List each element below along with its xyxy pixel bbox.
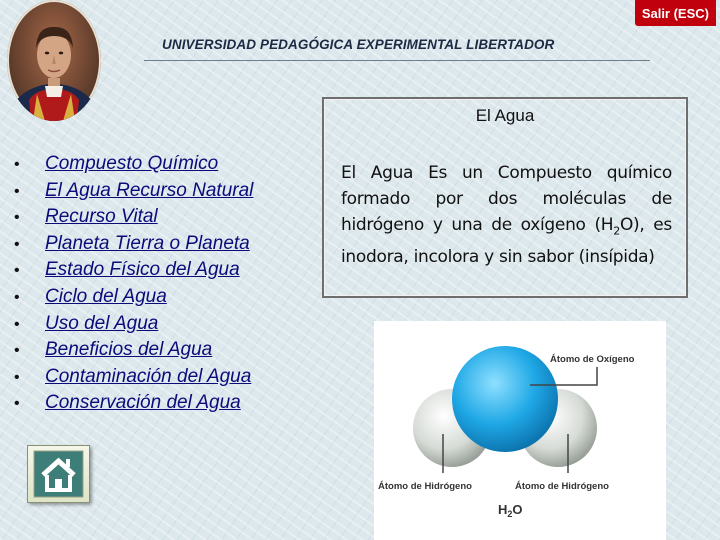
topic-description (341, 160, 672, 270)
menu-item (14, 233, 253, 260)
menu-link-recurso-vital[interactable]: Recurso Vital (45, 206, 158, 228)
oxygen-atom (452, 346, 558, 452)
menu-item (14, 366, 253, 393)
topic-text-subscript: 2 (613, 224, 620, 238)
menu-item (14, 313, 253, 340)
portrait-image (7, 0, 101, 121)
hydrogen-right-label: Átomo de Hidrógeno (515, 481, 609, 492)
menu-link-beneficios[interactable]: Beneficios del Agua (45, 339, 213, 361)
water-molecule-diagram (374, 321, 666, 540)
institution-title: UNIVERSIDAD PEDAGÓGICA EXPERIMENTAL LIBERTADOR (162, 37, 555, 52)
menu-item (14, 339, 253, 366)
oxygen-label: Átomo de Oxígeno (550, 354, 635, 365)
menu-link-conservacion[interactable]: Conservación del Agua (45, 392, 241, 414)
bullet: • (14, 209, 20, 227)
menu-link-estado-fisico[interactable]: Estado Físico del Agua (45, 259, 240, 281)
menu-item (14, 259, 253, 286)
menu-item (14, 206, 253, 233)
menu-item (14, 153, 253, 180)
bullet: • (14, 395, 20, 413)
topic-panel (322, 97, 688, 298)
bullet: • (14, 235, 20, 253)
menu-link-recurso-natural[interactable]: El Agua Recurso Natural (45, 179, 254, 201)
bullet: • (14, 156, 20, 173)
menu-link-compuesto-quimico[interactable]: Compuesto Químico (45, 153, 219, 174)
menu-item (14, 286, 253, 313)
topic-menu (14, 153, 253, 419)
bullet: • (14, 315, 20, 333)
menu-link-ciclo[interactable]: Ciclo del Agua (45, 285, 167, 307)
home-icon (28, 446, 89, 502)
bullet: • (14, 342, 20, 360)
molecule-formula: H2O (498, 502, 523, 519)
topic-text-end: O), es inodora, incolora y sin sabor (insípida) (341, 215, 672, 268)
bullet: • (14, 368, 20, 386)
menu-item (14, 180, 253, 207)
topic-text-start: El Agua Es un Compuesto químico formado por dos moléculas de hidrógeno y una de oxígeno (H (341, 163, 672, 235)
bullet: • (14, 262, 20, 280)
exit-button[interactable]: Salir (ESC) (635, 0, 716, 26)
menu-link-contaminacion[interactable]: Contaminación del Agua (45, 365, 252, 387)
menu-item (14, 392, 253, 419)
menu-link-uso[interactable]: Uso del Agua (45, 312, 159, 334)
home-button[interactable] (27, 445, 90, 503)
title-divider (144, 60, 650, 61)
hydrogen-left-label: Átomo de Hidrógeno (378, 481, 472, 492)
bullet: • (14, 288, 20, 306)
bullet: • (14, 182, 20, 200)
topic-title: El Agua (475, 106, 535, 125)
menu-link-planeta-tierra[interactable]: Planeta Tierra o Planeta (45, 232, 250, 254)
